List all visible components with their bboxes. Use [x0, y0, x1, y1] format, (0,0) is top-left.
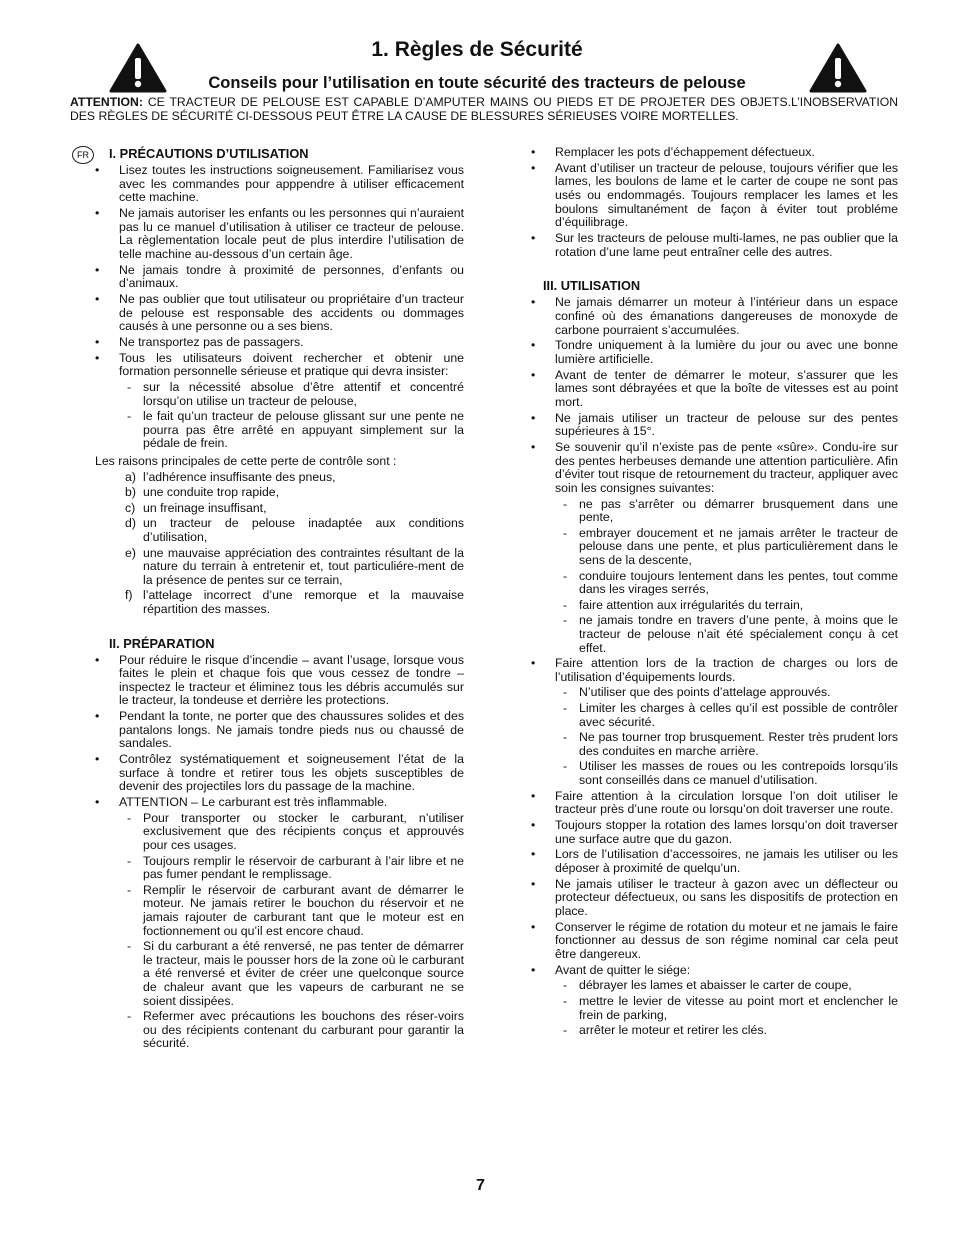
list-label: b) [125, 485, 136, 500]
list-item [92, 471, 464, 485]
list-label: a) [125, 469, 136, 484]
section-heading-utilisation: III. UTILISATION [543, 278, 641, 294]
list-subitem: - N’utiliser que des points d’attelage approuvés. [528, 686, 898, 700]
list-subitem: - Toujours remplir le réservoir de carburant à l’air libre et ne pas fumer pendant le remplissage. [92, 855, 464, 882]
list-item: • Tous les utilisateurs doivent rechercher et obtenir une formation personnelle sérieuse et pratique qui devra insister: [92, 352, 464, 379]
list-text: l’attelage incorrect d’une remorque et la mauvaise répartition des masses. [143, 588, 464, 616]
list-subitem: - ne pas s’arrêter ou démarrer brusquement dans une pente, [528, 498, 898, 525]
utilisation-list-a [528, 296, 898, 495]
right-column [528, 146, 898, 1040]
utilisation-sublist-a [528, 498, 898, 656]
utilisation-sublist-b [528, 686, 898, 787]
list-item: • Se souvenir qu’il n’existe pas de pente «sûre». Condu-ire sur des pentes herbeuses demande une attention particulière. Afin d’éviter tout risque de retournement du tracteur, appliquer avec soin les consignes suivantes: [528, 441, 898, 495]
list-item: • Ne jamais tondre à proximité de personnes, d’enfants ou d’animaux. [92, 264, 464, 291]
list-item: • Sur les tracteurs de pelouse multi-lames, ne pas oublier que la rotation d’une lame peut entraîner celle des autres. [528, 232, 898, 259]
list-item: • Lisez toutes les instructions soigneusement. Familiarisez vous avec les commandes pour apppendre à utiliser efficacement cette machine. [92, 164, 464, 205]
list-item: • Ne jamais démarrer un moteur à l’intérieur dans un espace confiné où des émanations dangereuses de monoxyde de carbone pourraient s’accumulées. [528, 296, 898, 337]
list-subitem: - Si du carburant a été renversé, ne pas tenter de démarrer le tracteur, mais le pousser hors de la zone où le carburant a été renversé et éviter de créer une quelconque source de chaleur avant que les vapeurs de carburant ne se soient dissipées. [92, 940, 464, 1008]
list-subitem: - faire attention aux irrégularités du terrain, [528, 599, 898, 613]
section-heading-precautions: I. PRÉCAUTIONS D’UTILISATION [109, 146, 309, 161]
list-item: • Faire attention lors de la traction de charges ou lors de l’utilisation d’équipements lourds. [528, 657, 898, 684]
list-subitem: - sur la nécessité absolue d’être attentif et concentré lorsqu’on utilise un tracteur de pelouse, [92, 381, 464, 408]
list-subitem: - Ne pas tourner trop brusquement. Rester très prudent lors des conduites en marche arrière. [528, 731, 898, 758]
list-item: • Ne jamais utiliser le tracteur à gazon avec un déflecteur ou protecteur défectueux, ou sans les dispositifs de protection en place. [528, 878, 898, 919]
list-item: • Toujours stopper la rotation des lames lorsqu’on doit traverser une surface autre que du gazon. [528, 819, 898, 846]
left-column [92, 146, 464, 1053]
language-badge: FR [72, 146, 94, 164]
list-item: • Lors de l’utilisation d’accessoires, ne jamais les utiliser ou les déposer à proximité de quelqu’un. [528, 848, 898, 875]
list-label: c) [125, 500, 136, 515]
utilisation-sublist-c [528, 979, 898, 1037]
attention-text: CE TRACTEUR DE PELOUSE EST CAPABLE D’AMPUTER MAINS OU PIEDS ET DE PROJETER DES OBJETS.L’INOBSERVATION DES RÈGLES DE SÉCURITÉ CI-DESSOUS PEUT ÊTRE LA CAUSE DE BLESSURES SÉRIEUSES VOIRE MORTELLES. [70, 95, 898, 123]
list-text: un freinage insuffisant, [143, 500, 267, 515]
list-item [92, 502, 464, 516]
utilisation-list-b [528, 657, 898, 684]
list-item: • ATTENTION – Le carburant est très inflammable. [92, 796, 464, 810]
page-title: 1. Règles de Sécurité [371, 38, 583, 61]
list-subitem: - Limiter les charges à celles qu’il est possible de contrôler avec sécurité. [528, 702, 898, 729]
list-subitem: - embrayer doucement et ne jamais arrêter le tracteur de pelouse dans une pente, et plus particulièrement dans le sens de la descente, [528, 527, 898, 568]
list-item: • Avant d’utiliser un tracteur de pelouse, toujours vérifier que les lames, les boulons de lame et le carter de coupe ne sont pas usés ou endommagés. Toujours remplacer les lames et les boulons simultanément de façon à éviter tout probléme d’équilibrage. [528, 162, 898, 230]
list-subitem: - conduire toujours lentement dans les pentes, tout comme dans les virages serrés, [528, 570, 898, 597]
page-number: 7 [476, 1177, 485, 1194]
utilisation-list-c [528, 790, 898, 978]
list-label: d) [125, 516, 136, 531]
attention-label: ATTENTION: [70, 95, 143, 109]
attention-notice [70, 96, 898, 123]
list-item [92, 589, 464, 616]
list-subitem: - le fait qu’un tracteur de pelouse glissant sur une pente ne pourra pas être arrêté en appuyant simplement sur la pédale de frein. [92, 410, 464, 451]
page-subtitle: Conseils pour l’utilisation en toute sécurité des tracteurs de pelouse [208, 74, 746, 92]
list-item: • Contrôlez systématiquement et soigneusement l’état de la surface à tondre et retirer tous les objets susceptibles de devenir des projectiles lors du passage de la machine. [92, 753, 464, 794]
list-item: • Avant de tenter de démarrer le moteur, s’assurer que les lames sont débrayées et que la boîte de vitesses est au point mort. [528, 369, 898, 410]
list-label: f) [125, 588, 133, 603]
list-item: • Ne jamais autoriser les enfants ou les personnes qui n’auraient pas lu ce manuel d’utilisation à utiliser ce tracteur de pelouse. La règlementation locale peut de plus interdire l’utilisation de telle machine au-dessous d’un certain âge. [92, 207, 464, 261]
preparation-list [92, 654, 464, 810]
list-item: • Avant de quitter le siége: [528, 964, 898, 978]
list-item: • Remplacer les pots d’échappement défectueux. [528, 146, 898, 160]
preparation-list-continued [528, 146, 898, 259]
list-subitem: - mettre le levier de vitesse au point mort et enclencher le frein de parking, [528, 995, 898, 1022]
list-text: une conduite trop rapide, [143, 485, 280, 500]
list-item: • Ne transportez pas de passagers. [92, 336, 464, 350]
precautions-sublist [92, 381, 464, 451]
list-subitem: - Pour transporter ou stocker le carburant, n’utiliser exclusivement que des récipients conçus et approuvés pour ces usages. [92, 812, 464, 853]
list-item: • Conserver le régime de rotation du moteur et ne jamais le faire fonctionner au dessus de son régime nominal car cela peut être dangereux. [528, 921, 898, 962]
list-text: un tracteur de pelouse inadaptée aux conditions d’utilisation, [143, 516, 464, 544]
list-item: • Ne jamais utiliser un tracteur de pelouse sur des pentes supérieures à 15°. [528, 412, 898, 439]
list-subitem: - arrêter le moteur et retirer les clés. [528, 1024, 898, 1038]
list-text: l’adhérence insuffisante des pneus, [143, 469, 336, 484]
preparation-sublist [92, 812, 464, 1051]
list-subitem: - Remplir le réservoir de carburant avant de démarrer le moteur. Ne jamais retirer le bouchon du réservoir et ne jamais rajouter de carburant tant que le moteur est en foctionnement ou qu’il est encore chaud. [92, 884, 464, 938]
list-subitem: - ne jamais tondre en travers d’une pente, à moins que le tracteur de pelouse n’ait été spécialement conçu à cet effet. [528, 614, 898, 655]
list-item: • Pendant la tonte, ne porter que des chaussures solides et des pantalons longs. Ne jamais tondre pieds nus ou chaussé de sandales. [92, 710, 464, 751]
section-heading-preparation: II. PRÉPARATION [109, 635, 215, 651]
list-item [92, 547, 464, 588]
list-item [92, 486, 464, 500]
list-item: • Pour réduire le risque d’incendie – avant l’usage, lorsque vous faites le plein et chaque fois que vous cessez de tondre – inspectez le tracteur et éliminez tous les débris accumulés sur le tracteur, la tondeuse et derrière les protections. [92, 654, 464, 708]
list-subitem: - Utiliser les masses de roues ou les contrepoids lorsqu’ils sont conseillés dans ce manuel d’utilisation. [528, 760, 898, 787]
reasons-intro: Les raisons principales de cette perte de contrôle sont : [95, 454, 397, 468]
list-subitem: - Refermer avec précautions les bouchons des réser-voirs ou des récipients contenant du carburant pour garantir la sécurité. [92, 1010, 464, 1051]
list-item: • Faire attention à la circulation lorsque l’on doit utiliser le tracteur près d’une route ou lorsqu’on doit traverser une route. [528, 790, 898, 817]
reasons-list [92, 471, 464, 617]
list-item [92, 517, 464, 544]
list-subitem: - débrayer les lames et abaisser le carter de coupe, [528, 979, 898, 993]
list-label: e) [125, 545, 136, 560]
precautions-list [92, 164, 464, 379]
list-text: une mauvaise appréciation des contraintes résultant de la nature du terrain à entretenir et, tout particuliére-ment de la présence de pentes sur ce terrain, [143, 545, 464, 587]
list-item: • Ne pas oublier que tout utilisateur ou propriétaire d’un tracteur de pelouse est responsable des accidents ou dommages causés à une personne ou a ses biens. [92, 293, 464, 334]
list-item: • Tondre uniquement à la lumière du jour ou avec une bonne lumière artificielle. [528, 339, 898, 366]
